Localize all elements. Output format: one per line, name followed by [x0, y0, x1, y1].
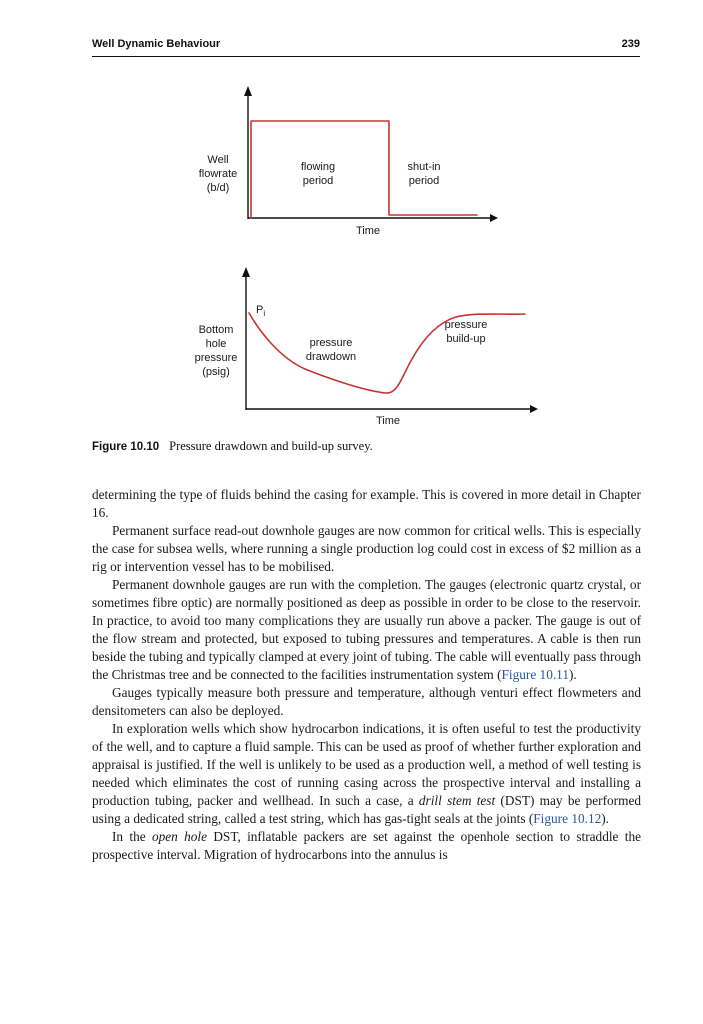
paragraph-text: DST, inflatable packers are set against the openhole section to straddle the prospective interval. Migration of hydrocarbons into the annulus is — [92, 829, 641, 862]
buildup-label: build-up — [446, 333, 486, 345]
paragraph-text: (DST) may be performed using a dedicated string, called a test string, which has gas-tight seals at the joints ( — [92, 793, 641, 826]
flowrate-series-line — [251, 121, 477, 218]
paragraph-exploration-wells — [92, 720, 641, 828]
y-axis-arrowhead-icon — [242, 267, 250, 277]
drawdown-label: drawdown — [305, 351, 357, 363]
pressure-ylabel-line: hole — [205, 338, 227, 350]
page-number: 239 — [621, 38, 640, 50]
paragraph-permanent-surface-gauges — [92, 522, 641, 576]
paragraph-text: ). — [568, 667, 577, 682]
figure-caption-text: Pressure drawdown and build-up survey. — [169, 439, 373, 453]
flowing-period-label: period — [302, 175, 334, 187]
paragraph-text: determining the type of fluids behind the casing for example. This is covered in more detail in Chapter 16. — [92, 487, 641, 520]
paragraph-continuation — [92, 486, 641, 522]
italic-term-drill-stem-test: drill stem test — [418, 793, 496, 808]
paragraph-permanent-downhole-gauges — [92, 576, 641, 684]
paragraph-text: In the — [112, 829, 152, 844]
figure-10-12-link[interactable]: Figure 10.12 — [533, 811, 602, 826]
flowrate-chart — [180, 84, 650, 249]
paragraph-text: ). — [601, 811, 610, 826]
pressure-ylabel-line: (psig) — [202, 366, 230, 378]
initial-pressure-label: $P_i$ — [256, 304, 266, 318]
paragraph-text: Permanent downhole gauges are run with the completion. The gauges (electronic quartz crystal, or sometimes fibre optic) are normally positioned as deep as possible in order to be close to the reservoir. In practice, to avoid too many complications they are usually run above a packer. The gauge is out of the flow stream and protected, but exposed to tubing pressures and temperatures. A cable is then run beside the tubing and typically clamped at every joint of tubing. The cable will eventually pass through the Christmas tree and be connected to the facilities instrumentation system ( — [92, 577, 641, 682]
figure-10-11-link[interactable]: Figure 10.11 — [501, 667, 569, 682]
figure-caption — [92, 439, 640, 454]
paragraph-text: In exploration wells which show hydrocarbon indications, it is often useful to test the productivity of the well, and to capture a fluid sample. This can be used as proof of whether further exploration and appraisal is justified. If the well is unlikely to be used as a production well, a method of well testing is needed which eliminates the cost of running casing across the prospective interval and installing a production tubing, packer and wellhead. In such a case, a — [92, 721, 641, 808]
shutin-period-label: shut-in — [407, 161, 441, 173]
italic-term-open-hole: open hole — [151, 829, 208, 844]
flowing-period-label: flowing — [300, 161, 336, 173]
flowrate-xlabel: Time — [355, 225, 381, 237]
x-axis-arrowhead-icon — [490, 214, 498, 222]
shutin-period-label: period — [408, 175, 440, 187]
running-head-title: Well Dynamic Behaviour — [92, 38, 221, 50]
figure-caption-label: Figure 10.10 — [92, 441, 160, 453]
flowrate-ylabel-line: flowrate — [198, 168, 238, 180]
flowrate-ylabel-line: (b/d) — [206, 182, 230, 194]
page-header — [92, 38, 640, 57]
pressure-ylabel-line: Bottom — [198, 324, 234, 336]
paragraph-open-hole-dst — [92, 828, 641, 864]
paragraph-gauges-measure — [92, 684, 641, 720]
buildup-label: pressure — [444, 319, 488, 331]
pressure-xlabel: Time — [375, 415, 401, 427]
pressure-ylabel-line: pressure — [194, 352, 238, 364]
flowrate-ylabel-line: Well — [207, 154, 229, 166]
x-axis-arrowhead-icon — [530, 405, 538, 413]
pressure-chart — [180, 262, 650, 436]
paragraph-text: Gauges typically measure both pressure and temperature, although venturi effect flowmeters and densitometers can also be deployed. — [92, 685, 641, 718]
drawdown-label: pressure — [309, 337, 353, 349]
body-text — [92, 486, 641, 864]
paragraph-text: Permanent surface read-out downhole gauges are now common for critical wells. This is especially the case for subsea wells, where running a single production log could cost in excess of $2 million as a rig or intervention vessel has to be mobilised. — [92, 523, 641, 574]
figure-10-10 — [0, 84, 703, 436]
y-axis-arrowhead-icon — [244, 86, 252, 96]
